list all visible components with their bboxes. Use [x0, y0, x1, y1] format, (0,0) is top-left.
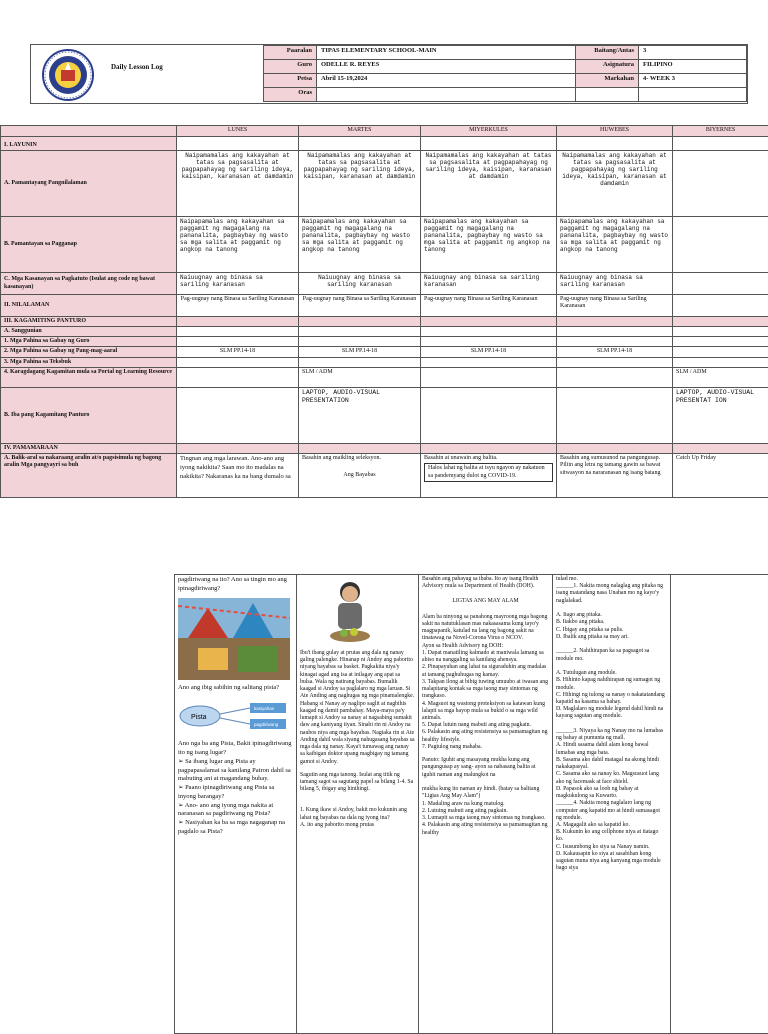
empty-cell	[421, 444, 557, 454]
header-row	[264, 74, 747, 88]
day-header: BIYERNES	[673, 126, 768, 137]
empty-cell	[421, 327, 557, 337]
cell-text: Basahin ang maikling seleksyon.	[302, 455, 417, 462]
field-label: Paaralan	[264, 46, 317, 60]
empty-cell	[673, 317, 768, 327]
cell-text: tulad mo. ______1. Nakita mong nalaglag ang pitaka ng isang matandang nasa Unahan mo ng kayo'y naglalakad. A. Itago ang pitaka. B. Itakbo ang pitaka. C. Ibigay ang pitaka sa pulis. D. Ibalik ang pitaka sa may ari. ______2. Nahihirapan ka sa pagsagot sa module mo. A. Tutulugan ang module. B. Hihinto kapag nahihirapan ng sumagot ng module. C. Hihingi ng tulong sa nanay o nakatatandang kapatid na kasama sa bahay. D. Maglalaro ng module legend dahil hindi na kayang sagutan ang module. ______3. Niyaya ka ng Nanay mo na lumabas ng bahay at pumunta ng mall. A. Hindi sasama dahil alam kong bawal lumabas ang mga bata. B. Sasama ako dahil matagal na akong hindi nakakapasyal. C. Sasama ako sa nanay ko. Magsusuot lang ako ng facemask at face shield. D. Papasok ako sa loob ng bahay at magkukulong sa Kuwarto. ______4. Nakita mong naglalaro lang ng computer ang kapatid mo at hindi sumasagot ng module. A. Magagalit ako sa kapatid ko. B. Kukunin ko ang cellphone niya at itatago ko. C. Isusumbong ko siya sa Nanay namin. D. Kakausapin ko siya at sasabihan kong sagutan muna niya ang kanyang mga module bago siya	[556, 576, 667, 873]
day-header: MIYERKULES	[421, 126, 557, 137]
day-header: LUNES	[177, 126, 299, 137]
field-value: ODELLE R. REYES	[317, 60, 576, 74]
cell-text: Naipapamalas ang kakayahan sa paggamit ng magagalang na pananalita, pagbaybay ng wasto sa mga salita at paggamit ng angkop na tanong	[421, 217, 557, 273]
cell-text: Naipapamalas ang kakayahan sa paggamit ng magagalang na pananalita, pagbaybay ng wasto sa mga salita at paggamit ng angkop na tanong	[557, 217, 673, 273]
cell-text: Ano ang ibig sabihin ng salitang pista?	[178, 684, 293, 693]
cell-text: Naipapamalas ang kakayahan sa paggamit ng magagalang na pananalita, pagbaybay ng wasto sa mga salita at paggamit ng angkop na tanong	[177, 217, 299, 273]
cell-text: Pag-uugnay nang Binasa sa Sariling Karanasan	[299, 295, 421, 317]
empty-cell	[299, 137, 421, 151]
section-row	[1, 137, 768, 151]
news-box: Halos lahat ng balita at isyu ngayon ay nakatuon sa pandemyang dulot ng COVID-19.	[424, 463, 553, 481]
empty-cell	[557, 327, 673, 337]
header-row	[264, 88, 747, 102]
field-label: Markahan	[576, 74, 639, 88]
cell-text: SLM PP.14-18	[299, 347, 421, 358]
empty-cell	[421, 368, 557, 388]
row-label: B. Pamantayan sa Pagganap	[1, 217, 177, 273]
day-header: MARTES	[299, 126, 421, 137]
cell-text: Catch Up Friday	[673, 454, 768, 498]
kasanayan-row	[1, 273, 768, 295]
pamamaraan-row	[1, 444, 768, 454]
field-value	[639, 88, 747, 102]
row-label: 4. Karagdagang Kagamitan mula sa Portal ng Learning Resource	[1, 368, 177, 388]
nilalaman-row	[1, 295, 768, 317]
cell-text: 1. Kung ikaw si Andoy, bakit mo kukunin ang lahat ng bayabas na dala ng iyong ina? A. ito ang paborito mong prutas	[300, 807, 415, 829]
empty-cell	[421, 358, 557, 368]
martes-continuation	[297, 575, 419, 1034]
field-label	[576, 88, 639, 102]
empty-cell	[673, 444, 768, 454]
empty-cell	[177, 317, 299, 327]
days-header-row	[1, 126, 768, 137]
cell-text: Naiuugnay ang binasa sa sariling karanasan	[299, 273, 421, 295]
cell-text: Tingnan ang mga larawan. Ano-ano ang iyong nakikita? Saan mo ito madalas na nakikita? Nakaranas ka na bang dumalo sa	[177, 454, 299, 498]
cell-text: Basahin at unawain ang balita.	[424, 455, 553, 462]
cell-text: SLM PP.14-18	[177, 347, 299, 358]
empty-cell	[177, 388, 299, 444]
empty-cell	[177, 327, 299, 337]
cell-text: Naipamamalas ang kakayahan at tatas sa pagsasalita at pagpapahayag ng sariling ideya, kaisipan, karanasan at damdamin	[299, 151, 421, 217]
corner-cell	[1, 126, 177, 137]
balik-aral-row	[1, 454, 768, 498]
child-eating-image	[320, 576, 380, 646]
diagram-center-label: Pista	[191, 714, 207, 721]
deped-seal-icon	[41, 48, 95, 102]
empty-cell	[673, 347, 768, 358]
empty-cell	[557, 337, 673, 347]
kagamitan-row	[1, 317, 768, 327]
empty-cell	[673, 327, 768, 337]
empty-cell	[673, 358, 768, 368]
continuation-row	[175, 575, 768, 1034]
field-value: 3	[639, 46, 747, 60]
diagram-label-a: kasiyahan	[254, 706, 275, 711]
empty-cell	[177, 337, 299, 347]
empty-cell	[299, 317, 421, 327]
cell-text: Naiuugnay ang binasa sa sariling karanasan	[177, 273, 299, 295]
pamantayang-row	[1, 151, 768, 217]
row-label: C. Mga Kasanayan sa Pagkatuto (Isulat ang code ng bawat kasanayan)	[1, 273, 177, 295]
empty-cell	[421, 317, 557, 327]
row-label: 2. Mga Pahina sa Gabay ng Pang-mag-aaral	[1, 347, 177, 358]
empty-cell	[421, 337, 557, 347]
row-label: A. Balik-aral sa nakaraang aralin at/o pagsisimula ng bagong aralin Mga pangyayri sa buh	[1, 454, 177, 498]
header-row	[264, 46, 747, 60]
empty-cell	[673, 137, 768, 151]
huwebes-continuation	[553, 575, 671, 1034]
empty-cell	[299, 337, 421, 347]
biyernes-continuation	[671, 575, 768, 1034]
field-label: Baitang/Antas	[576, 46, 639, 60]
cell-text: Pag-uugnay nang Binasa sa Sariling Karanasan	[177, 295, 299, 317]
cell-text: Pag-uugnay nang Binasa sa Sariling Karanasan	[557, 295, 673, 317]
sanggunian-row	[1, 327, 768, 337]
empty-cell	[673, 151, 768, 217]
cell-text: Ibu't ibang gulay at prutas ang dala ng nanay galing palengke. Hinanap ni Andoy ang paborito niyang bayabas sa basket. Pagkakita niya'y kinagat agad ang isa at inilagay ang apat sa bulsa. Wala ng natirang bayabas. Bumalik kaagad si Andoy sa paglalaro ng mga laruan. Si Ate Anding ang naghugas ng mga pinamalengke. Habang si Nanay ay naglipo saglit at nagbihis kaagad ng damit pambahay. Maya-maya pa'y lumapit si Andoy sa nanay at nagsabing sumakit daw ang kaniyang tiyan. Sinabi rin ni Andoy na naubos niya ang mga bayabas. Nagtaka rin si Ate Anding dahil wala siyang nahugasang bayabas sa mga dala ng nanay. Kaya't tumawag ang nanay sa kaibigan doktor upang magbigay ng tamang gamot si Andoy.	[300, 650, 415, 766]
empty-cell	[557, 317, 673, 327]
pagganap-row	[1, 217, 768, 273]
empty-cell	[557, 444, 673, 454]
cell-text: Naiuugnay ang binasa sa sariling karanasan	[557, 273, 673, 295]
row-label: 1. Mga Pahina sa Gabay ng Guro	[1, 337, 177, 347]
cell-text: Basahin ang pahayag sa ibaba. Ito ay isang Health Advisory mula sa Department of Health (DOH).	[422, 576, 549, 590]
field-label: Guro	[264, 60, 317, 74]
header-row	[264, 60, 747, 74]
empty-cell	[421, 388, 557, 444]
row-label: II. NILALAMAN	[1, 295, 177, 317]
row-label: B. Iba pang Kagamitang Panturo	[1, 388, 177, 444]
section-label: III. KAGAMITING PANTURO	[1, 317, 177, 327]
cell-text: Pag-uugnay nang Binasa sa Sariling Karanasan	[421, 295, 557, 317]
row-label: 3. Mga Pahina sa Teksbuk	[1, 358, 177, 368]
empty-cell	[557, 358, 673, 368]
row-label: A. Pamantayang Pangnilalaman	[1, 151, 177, 217]
empty-cell	[177, 358, 299, 368]
document-title: Daily Lesson Log	[111, 63, 163, 71]
cell-text: LAPTOP, AUDIO-VISUAL PRESENTATION	[299, 388, 421, 444]
field-value: 4- WEEK 3	[639, 74, 747, 88]
empty-cell	[299, 444, 421, 454]
header-fields-table	[263, 45, 747, 102]
diagram-label-b: pagdiriwang	[254, 722, 279, 727]
empty-cell	[177, 368, 299, 388]
fiesta-photo-image	[178, 598, 290, 680]
karagdagang-row	[1, 368, 768, 388]
cell-text: Naipamamalas ang kakayahan at tatas sa pagsasalita at pagpapahayag ng sariling ideya, kaisipan, karanasan at damdamin	[177, 151, 299, 217]
lesson-log-table	[0, 125, 768, 498]
empty-cell	[421, 137, 557, 151]
cell-text: Basahin ang sumusunod na pangungusap. Piliin ang letra ng tamang gawin sa bawat sitwasyon na nararanasan ng isang batang	[557, 454, 673, 498]
empty-cell	[557, 368, 673, 388]
field-label: Petsa	[264, 74, 317, 88]
cell-text: Naipamamalas ang kakayahan at tatas sa pagsasalita at pagpapahayag ng sariling ideya, kaisipan, karanasan at damdamin	[421, 151, 557, 217]
cell-text: Naipamamalas ang kakayahan at tatas sa pagsasalita at pagpapahayag ng sariling ideya, kaisipan, karanasan at damdamin	[557, 151, 673, 217]
advisory-title: LIGTAS ANG MAY ALAM	[422, 598, 549, 605]
day-header: HUWEBES	[557, 126, 673, 137]
miyerkules-continuation	[419, 575, 553, 1034]
martes-cell	[299, 454, 421, 498]
empty-cell	[673, 295, 768, 317]
header-block	[30, 44, 748, 104]
empty-cell	[177, 137, 299, 151]
word-web-diagram	[178, 696, 290, 736]
empty-cell	[557, 137, 673, 151]
story-title: Ang Bayabas	[302, 472, 417, 479]
row-label: A. Sanggunian	[1, 327, 177, 337]
empty-cell	[299, 358, 421, 368]
empty-cell	[673, 273, 768, 295]
cell-text: SLM / ADM	[673, 368, 768, 388]
empty-cell	[673, 217, 768, 273]
continuation-table	[174, 574, 768, 1034]
gabay-mag-aaral-row	[1, 347, 768, 358]
cell-text: LAPTOP, AUDIO-VISUAL PRESENTAT ION	[673, 388, 768, 444]
field-value: FILIPINO	[639, 60, 747, 74]
section-label: IV. PAMAMARAAN	[1, 444, 177, 454]
cell-text: SLM PP.14-18	[557, 347, 673, 358]
gabay-guro-row	[1, 337, 768, 347]
cell-text: Ano nga ba ang Pista, Bakit ipinagdiriwang ito ng isang lugar? ➢ Sa ibang lugar ang Pista ay pagpapasalamat sa kanilang Patron dahil sa mabuting ani at magandang buhay. ➢ Paano ipinagdiriwang ang Pista sa inyong barangay? ➢ Ano- ano ang iyong mga nakita at naranasan sa pagdiriwang ng Pista? ➢ Nasiyahan ka ba sa mga nagaganap na pagdalo sa Pista?	[178, 740, 293, 836]
cell-text: SLM PP.14-18	[421, 347, 557, 358]
field-label: Asignatura	[576, 60, 639, 74]
field-value	[317, 88, 576, 102]
field-value: TIPAS ELEMENTARY SCHOOL-MAIN	[317, 46, 576, 60]
empty-cell	[299, 327, 421, 337]
cell-text: pagdiriwang na ito? Ano sa tingin mo ang ipinagdiriwang?	[178, 576, 293, 594]
teksbuk-row	[1, 358, 768, 368]
cell-text: Panuto: Iguhit ang masayang mukha kung ang pangungusap ay sang- ayon sa nabasang balita at iguhit naman ang malungkot na mukha kung ito naman ay hindi. (batay sa balitang "Ligtas Ang May Alam") 1. Madaling araw na kung matulog. 2. Lutuing mabuti ang ating pagkain. 3. Lumapit sa mga taong may sintomas ng trangkaso. 4. Palakasin ang ating resistensiya sa pamamagitan ng healthy	[422, 757, 549, 837]
cell-text: Naiuugnay ang binasa sa sariling karanasan	[421, 273, 557, 295]
empty-cell	[673, 337, 768, 347]
cell-text: Alam ba ninyong sa panahong mayroong mga bagong sakit na natutuklasan mas nakasasama kung tayo'y magpapanik, katulad na lang ng bagong sakit na tinatawag na Novel-Corona Virus o NCOV. Ayon sa Health Advisory ng DOH: 1. Dapat manatiling kalmado at maniwala lamang sa abiso na nanggaling sa kanilang ahensya. 2. Pinapayuhan ang lahat na siguraduhin ang madalas at tamang paghuhugas ng kamay. 3. Takpan ilong at bibig tuwing umuubo at iwasan ang malapitang kontak sa mga taong may sintomas ng trangkaso. 4. Magsuot ng wastong proteksiyon sa katawan kung lalapit sa mga hayop mula sa bukid o sa mga wild animals. 5. Dapat lutuin nang mabuti ang ating pagkain. 6. Palakasin ang ating resistensiya sa pamamagitan ng healthy lifestyle. 7. Pagtulog nang mahaba.	[422, 614, 549, 751]
cell-text: Sagutin ang mga tanong. Isulat ang titik ng tamang sagot sa sagutang papel sa bilang 1-4. Sa bilang 5, ibigay ang hinihingi.	[300, 772, 415, 794]
cell-text: SLM / ADM	[299, 368, 421, 388]
cell-text: Naipapamalas ang kakayahan sa paggamit ng magagalang na pananalita, pagbaybay ng wasto sa mga salita at paggamit ng angkop na tanong	[299, 217, 421, 273]
iba-pang-row	[1, 388, 768, 444]
field-value: Abril 15-19,2024	[317, 74, 576, 88]
section-label: I. LAYUNIN	[1, 137, 177, 151]
field-label: Oras	[264, 88, 317, 102]
empty-cell	[177, 444, 299, 454]
lunes-continuation	[175, 575, 297, 1034]
miyerkules-cell	[421, 454, 557, 498]
empty-cell	[557, 388, 673, 444]
